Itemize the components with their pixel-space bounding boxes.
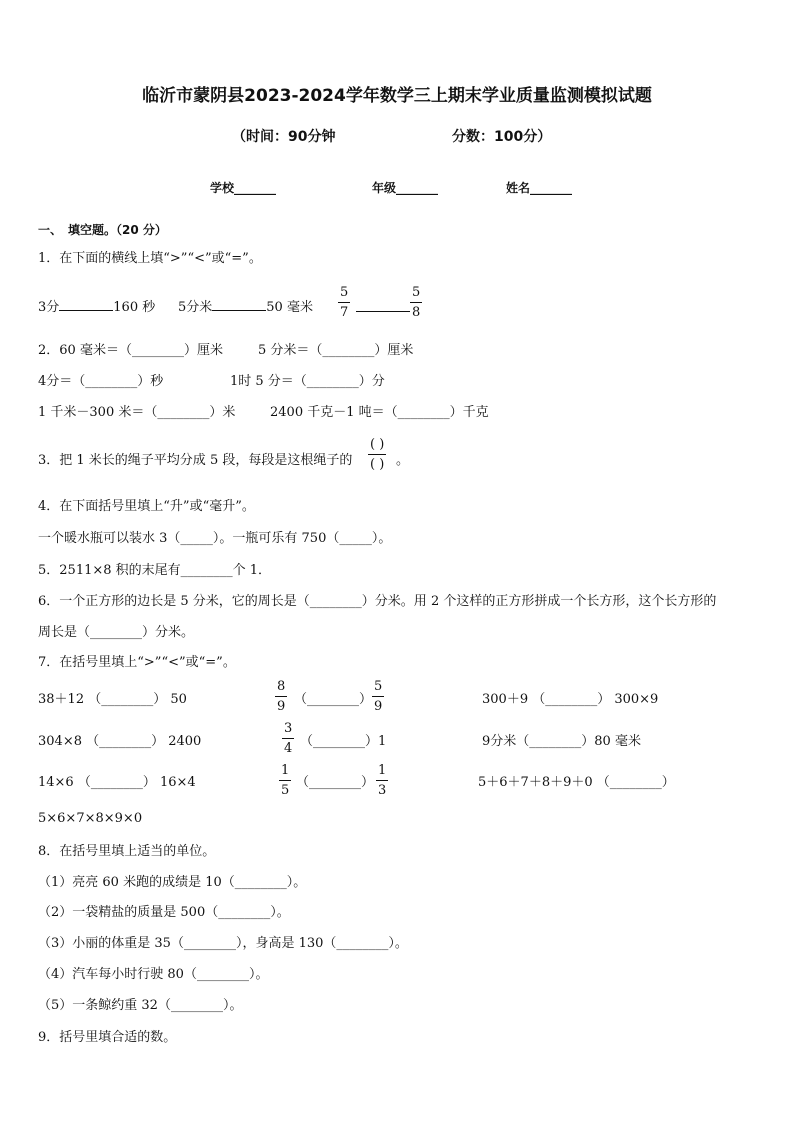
answer-blank[interactable] bbox=[59, 298, 113, 311]
fraction-numerator: 1 bbox=[378, 763, 387, 778]
q1-prompt: 1．在下面的横线上填“>”“<”或“=”。 bbox=[38, 251, 262, 266]
q1-b-right: 50 毫米 bbox=[266, 300, 313, 315]
fraction-numerator: 5 bbox=[412, 285, 421, 300]
q7-r2-c: 9分米（________）80 毫米 bbox=[482, 734, 641, 749]
q9-prompt: 9．括号里填合适的数。 bbox=[38, 1030, 177, 1045]
fraction-denominator: 3 bbox=[376, 780, 388, 797]
q8-item: （5）一条鲸约重 32（________）。 bbox=[38, 998, 243, 1013]
q6-line2: 周长是（________）分米。 bbox=[38, 625, 195, 640]
q7-r2-a: 304×8 （________） 2400 bbox=[38, 734, 202, 749]
q7-r3-c: 5＋6＋7＋8＋9＋0 （________） bbox=[478, 775, 675, 790]
q2-line3-b: 2400 千克－1 吨＝（________）千克 bbox=[270, 405, 489, 420]
fraction-denominator: 7 bbox=[338, 302, 350, 319]
q8-prompt: 8．在括号里填上适当的单位。 bbox=[38, 844, 216, 859]
q3-text: 3．把 1 米长的绳子平均分成 5 段，每段是这根绳子的 bbox=[38, 453, 353, 468]
q1-fraction-2 bbox=[410, 286, 422, 319]
q2-line2-b: 1时 5 分＝（________）分 bbox=[230, 374, 385, 389]
q6-line1: 6．一个正方形的边长是 5 分米，它的周长是（________）分米。用 2 个这样的正方形拼成一个长方形，这个长方形的 bbox=[38, 594, 717, 609]
page-title: 临沂市蒙阴县2023-2024学年数学三上期末学业质量监测模拟试题 bbox=[142, 86, 652, 106]
q7-r1-c: 300＋9 （________） 300×9 bbox=[482, 692, 659, 707]
q2-line1-a: 2．60 毫米＝（________）厘米 bbox=[38, 343, 223, 358]
q7-r1-b-mid: （________） bbox=[294, 692, 373, 707]
q7-r3-fraction-1 bbox=[279, 764, 291, 797]
q8-item: （2）一袋精盐的质量是 500（________）。 bbox=[38, 905, 290, 920]
q7-r2-fraction bbox=[282, 722, 294, 755]
fraction-numerator: 8 bbox=[277, 679, 286, 694]
q7-r2-b-mid: （________）1 bbox=[300, 734, 387, 749]
name-field: 姓名_______ bbox=[506, 181, 573, 195]
q7-r1-fraction-2 bbox=[372, 680, 384, 713]
q1-fraction-1 bbox=[338, 286, 350, 319]
fraction-denominator: 8 bbox=[410, 302, 422, 319]
q7-r1-a: 38＋12 （________） 50 bbox=[38, 692, 187, 707]
section-heading: 一、 填空题。（20 分） bbox=[38, 223, 167, 237]
q1-item-a bbox=[38, 298, 155, 314]
answer-blank[interactable] bbox=[212, 298, 266, 311]
fraction-numerator: 1 bbox=[281, 763, 290, 778]
fraction-denominator: ( ) bbox=[368, 454, 386, 471]
q4-prompt: 4．在下面括号里填上“升”或“毫升”。 bbox=[38, 499, 255, 514]
fraction-denominator: 9 bbox=[275, 696, 287, 713]
q2-line2-a: 4分＝（________）秒 bbox=[38, 374, 164, 389]
fraction-denominator: 5 bbox=[279, 780, 291, 797]
q3-fraction bbox=[368, 438, 386, 471]
q1-a-right: 160 秒 bbox=[113, 300, 156, 315]
q5-text: 5．2511×8 积的末尾有________个 1． bbox=[38, 563, 272, 578]
q1-item-b bbox=[178, 298, 313, 314]
score-info: 分数：100分） bbox=[452, 129, 552, 145]
fraction-numerator: 5 bbox=[340, 285, 349, 300]
q1-a-left: 3分 bbox=[38, 300, 60, 315]
q7-r4: 5×6×7×8×9×0 bbox=[38, 811, 143, 826]
q8-item: （1）亮亮 60 米跑的成绩是 10（________）。 bbox=[38, 875, 307, 890]
q2-line3-a: 1 千米－300 米＝（________）米 bbox=[38, 405, 236, 420]
q2-line1-b: 5 分米＝（________）厘米 bbox=[258, 343, 414, 358]
q7-prompt: 7．在括号里填上“>”“<”或“=”。 bbox=[38, 655, 236, 670]
q4-line: 一个暖水瓶可以装水 3（_____）。一瓶可乐有 750（_____）。 bbox=[38, 531, 392, 546]
fraction-numerator: ( ) bbox=[370, 437, 385, 452]
q7-r3-fraction-2 bbox=[376, 764, 388, 797]
q1-b-left: 5分米 bbox=[178, 300, 213, 315]
q7-r3-a: 14×6 （________） 16×4 bbox=[38, 775, 196, 790]
school-field: 学校_______ bbox=[210, 181, 277, 195]
q8-item: （4）汽车每小时行驶 80（________）。 bbox=[38, 967, 269, 982]
answer-blank[interactable] bbox=[356, 311, 410, 312]
q7-r3-b-mid: （________） bbox=[296, 775, 375, 790]
time-info: （时间：90分钟 bbox=[232, 129, 336, 145]
fraction-numerator: 3 bbox=[284, 721, 293, 736]
q7-r1-fraction-1 bbox=[275, 680, 287, 713]
fraction-denominator: 4 bbox=[282, 738, 294, 755]
q3-end: 。 bbox=[396, 453, 410, 468]
fraction-denominator: 9 bbox=[372, 696, 384, 713]
fraction-numerator: 5 bbox=[374, 679, 383, 694]
q8-item: （3）小丽的体重是 35（________），身高是 130（________）。 bbox=[38, 936, 408, 951]
grade-field: 年级_______ bbox=[372, 181, 439, 195]
